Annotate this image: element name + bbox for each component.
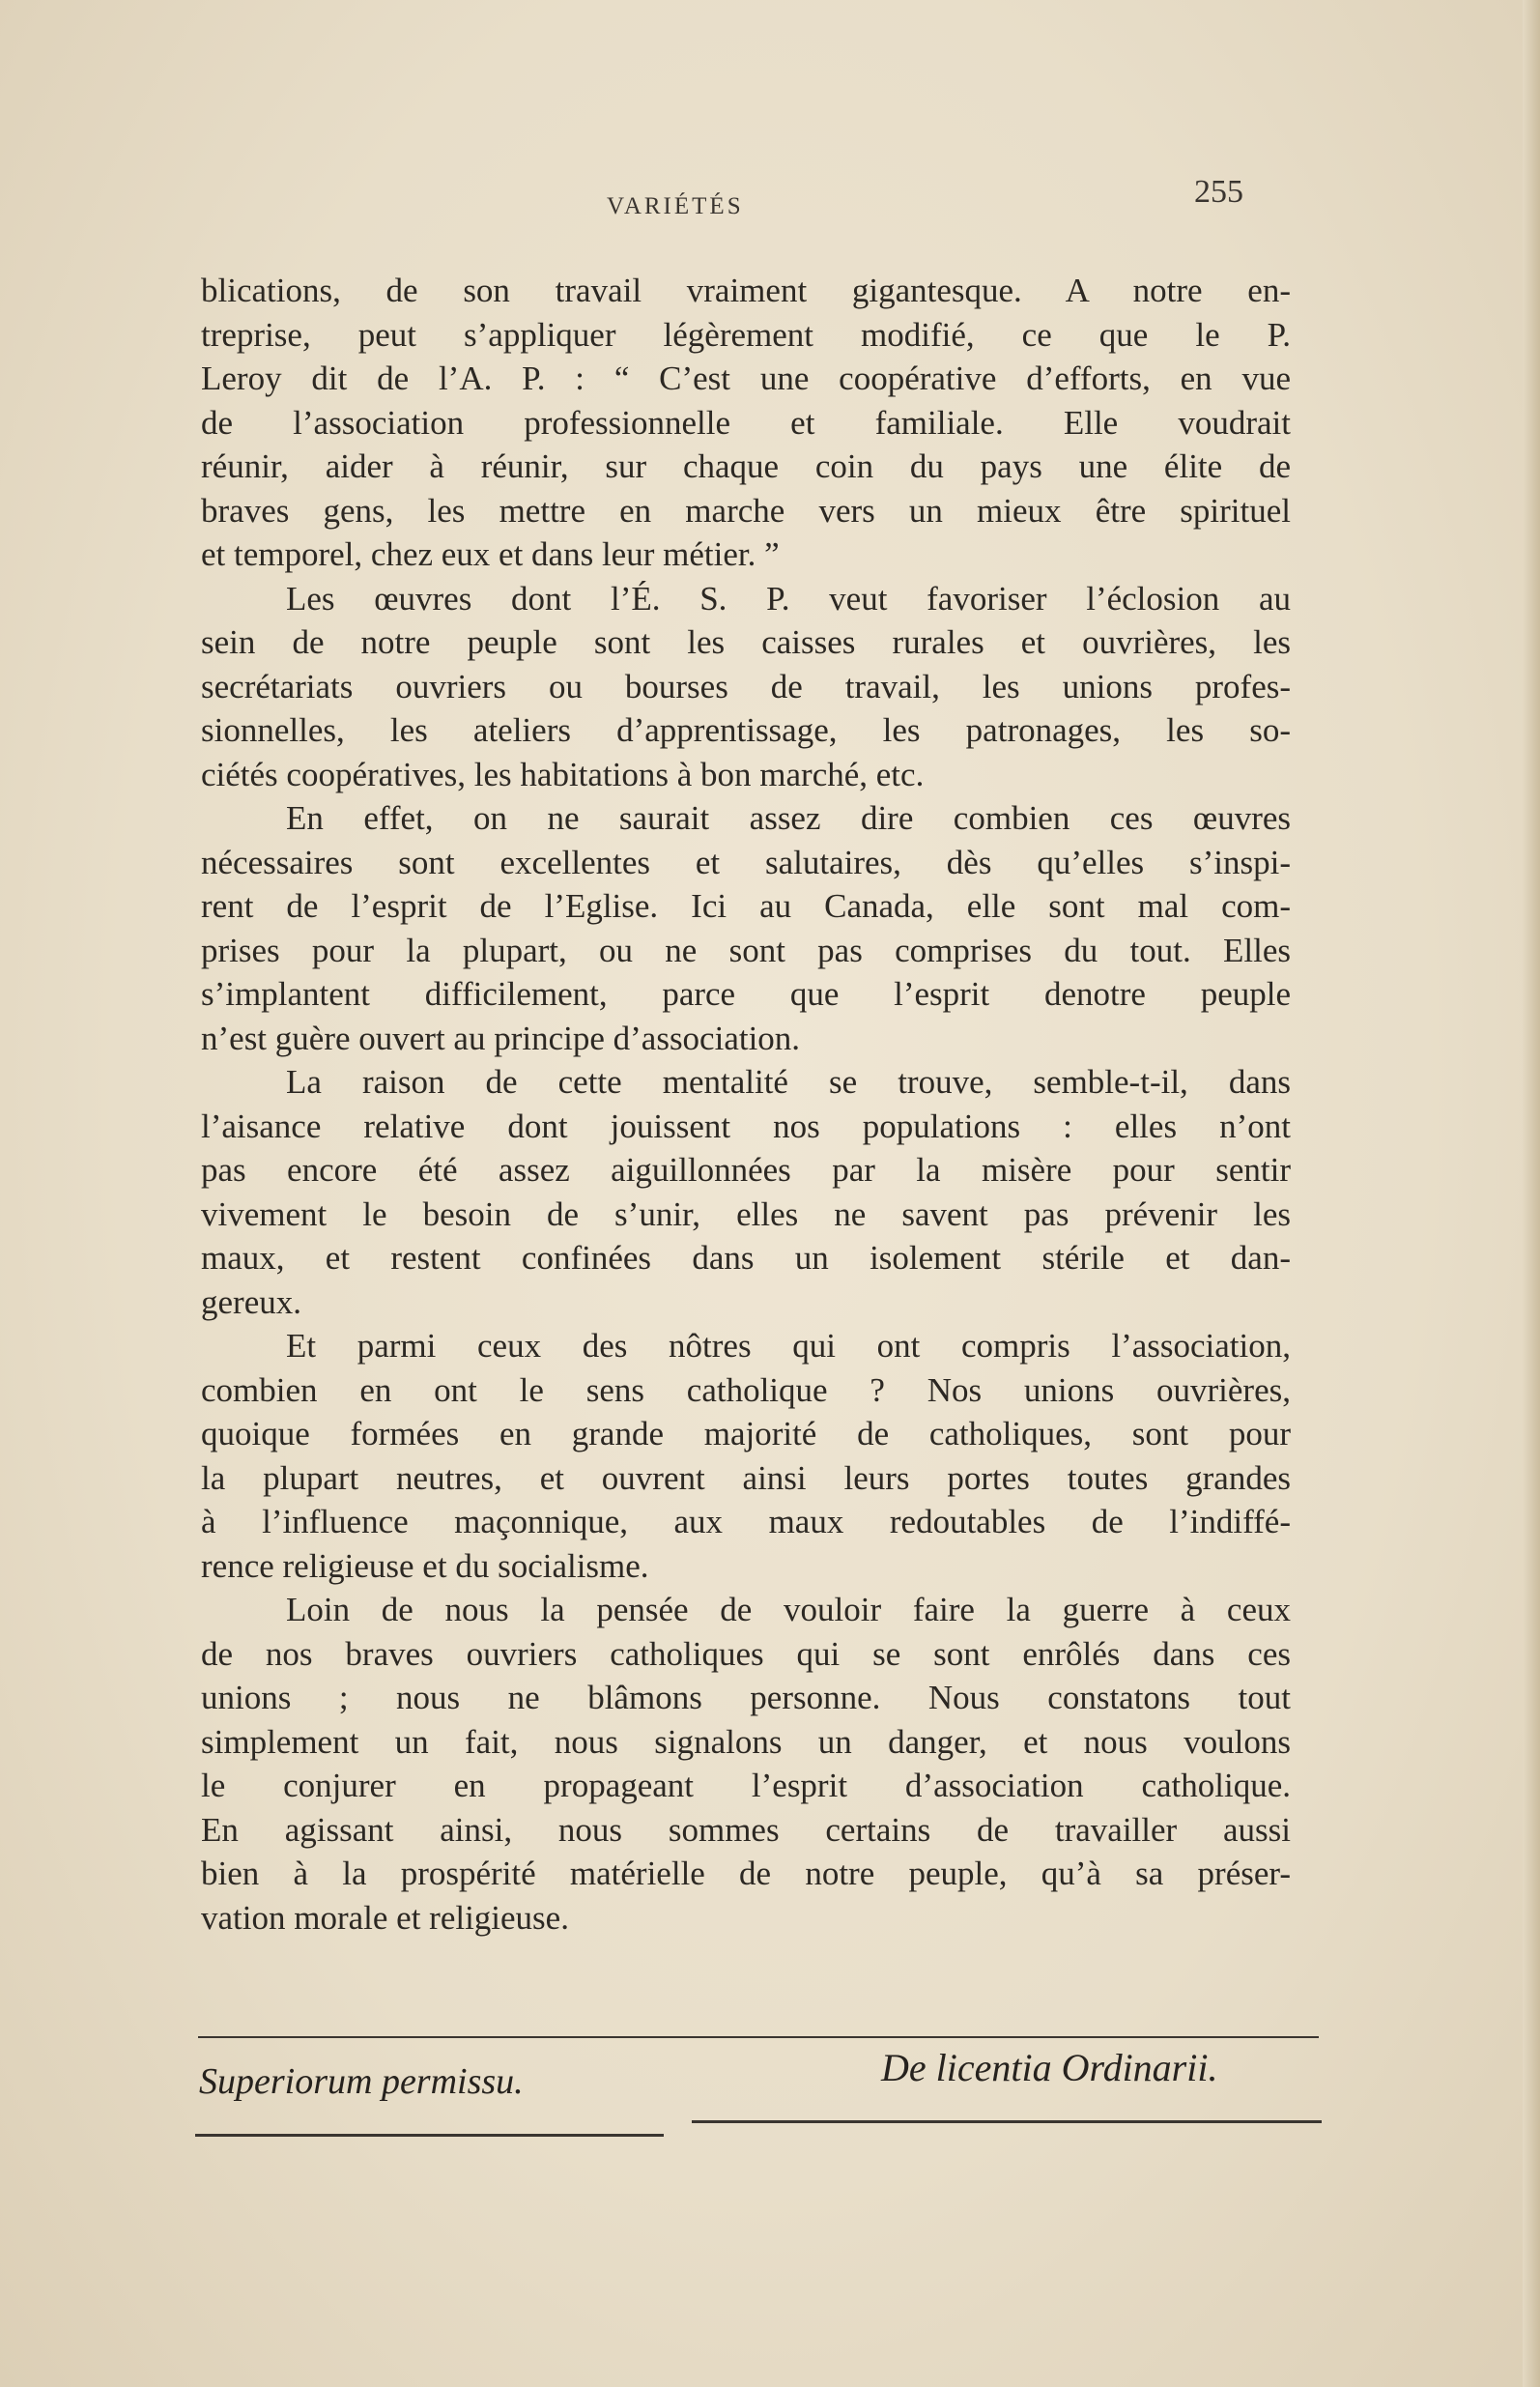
text-line: la plupart neutres, et ouvrent ainsi leurs portes toutes grandes bbox=[201, 1458, 1291, 1497]
running-head: VARIÉTÉS bbox=[607, 193, 744, 219]
text-line: combien en ont le sens catholique ? Nos unions ouvrières, bbox=[201, 1370, 1291, 1409]
imprimatur-left: Superiorum permissu. bbox=[199, 2061, 524, 2102]
text-line: prises pour la plupart, ou ne sont pas comprises du tout. Elles bbox=[201, 931, 1291, 969]
text-line: braves gens, les mettre en marche vers un mieux être spirituel bbox=[201, 491, 1291, 530]
text-line: quoique formées en grande majorité de catholiques, sont pour bbox=[201, 1415, 1291, 1452]
text-line: pas encore été assez aiguillonnées par la misère pour sentir bbox=[201, 1151, 1291, 1189]
text-line: simplement un fait, nous signalons un danger, et nous voulons bbox=[201, 1722, 1291, 1761]
text-line: ciétés coopératives, les habitations à bon marché, etc. bbox=[201, 755, 925, 793]
body-text bbox=[201, 269, 1291, 1940]
footer-rule-top bbox=[198, 2036, 1319, 2038]
imprimatur-right: De licentia Ordinarii. bbox=[881, 2046, 1218, 2089]
text-line: réunir, aider à réunir, sur chaque coin du pays une élite de bbox=[201, 447, 1291, 485]
text-line: de nos braves ouvriers catholiques qui se sont enrôlés dans ces bbox=[201, 1634, 1291, 1673]
text-line: s’implantent difficilement, parce que l’esprit denotre peuple bbox=[201, 975, 1291, 1013]
text-line: n’est guère ouvert au principe d’association. bbox=[201, 1019, 801, 1057]
text-line: treprise, peut s’appliquer légèrement modifié, ce que le P. bbox=[201, 315, 1291, 354]
text-line: bien à la prospérité matérielle de notre peuple, qu’à sa préser- bbox=[201, 1855, 1291, 1892]
text-line: secrétariats ouvriers ou bourses de travail, les unions profes- bbox=[201, 667, 1291, 705]
text-line: rent de l’esprit de l’Eglise. Ici au Canada, elle sont mal com- bbox=[201, 887, 1291, 925]
paragraph-start-line: En effet, on ne saurait assez dire combien ces œuvres bbox=[286, 799, 1291, 837]
paragraph-start-line: Loin de nous la pensée de vouloir faire la guerre à ceux bbox=[286, 1591, 1291, 1628]
text-line: rence religieuse et du socialisme. bbox=[201, 1546, 649, 1585]
text-line: le conjurer en propageant l’esprit d’association catholique. bbox=[201, 1767, 1291, 1804]
paragraph-start-line: Les œuvres dont l’É. S. P. veut favoriser l’éclosion au bbox=[286, 579, 1291, 618]
text-line: de l’association professionnelle et familiale. Elle voudrait bbox=[201, 403, 1291, 442]
text-line: vation morale et religieuse. bbox=[201, 1898, 569, 1937]
text-line: vivement le besoin de s’unir, elles ne savent pas prévenir les bbox=[201, 1194, 1291, 1233]
page-edge bbox=[1523, 0, 1540, 2387]
text-line: à l’influence maçonnique, aux maux redoutables de l’indiffé- bbox=[201, 1503, 1291, 1540]
footer-rule-right bbox=[692, 2120, 1322, 2123]
text-line: gereux. bbox=[201, 1282, 301, 1321]
text-line: et temporel, chez eux et dans leur métier. ” bbox=[201, 535, 780, 573]
text-line: unions ; nous ne blâmons personne. Nous constatons tout bbox=[201, 1679, 1291, 1716]
text-line: l’aisance relative dont jouissent nos populations : elles n’ont bbox=[201, 1107, 1291, 1145]
text-line: En agissant ainsi, nous sommes certains de travailler aussi bbox=[201, 1810, 1291, 1849]
footer-rule-left bbox=[195, 2134, 664, 2137]
paragraph-start-line: Et parmi ceux des nôtres qui ont compris l’association, bbox=[286, 1327, 1291, 1365]
text-line: maux, et restent confinées dans un isolement stérile et dan- bbox=[201, 1239, 1291, 1277]
text-line: sionnelles, les ateliers d’apprentissage, les patronages, les so- bbox=[201, 711, 1291, 749]
text-line: nécessaires sont excellentes et salutaires, dès qu’elles s’inspi- bbox=[201, 843, 1291, 881]
paragraph-start-line: La raison de cette mentalité se trouve, semble-t-il, dans bbox=[286, 1063, 1291, 1101]
text-line: sein de notre peuple sont les caisses rurales et ouvrières, les bbox=[201, 623, 1291, 661]
page-number: 255 bbox=[1194, 174, 1243, 210]
text-line: blications, de son travail vraiment gigantesque. A notre en- bbox=[201, 272, 1291, 309]
text-line: Leroy dit de l’A. P. : “ C’est une coopérative d’efforts, en vue bbox=[201, 359, 1291, 397]
